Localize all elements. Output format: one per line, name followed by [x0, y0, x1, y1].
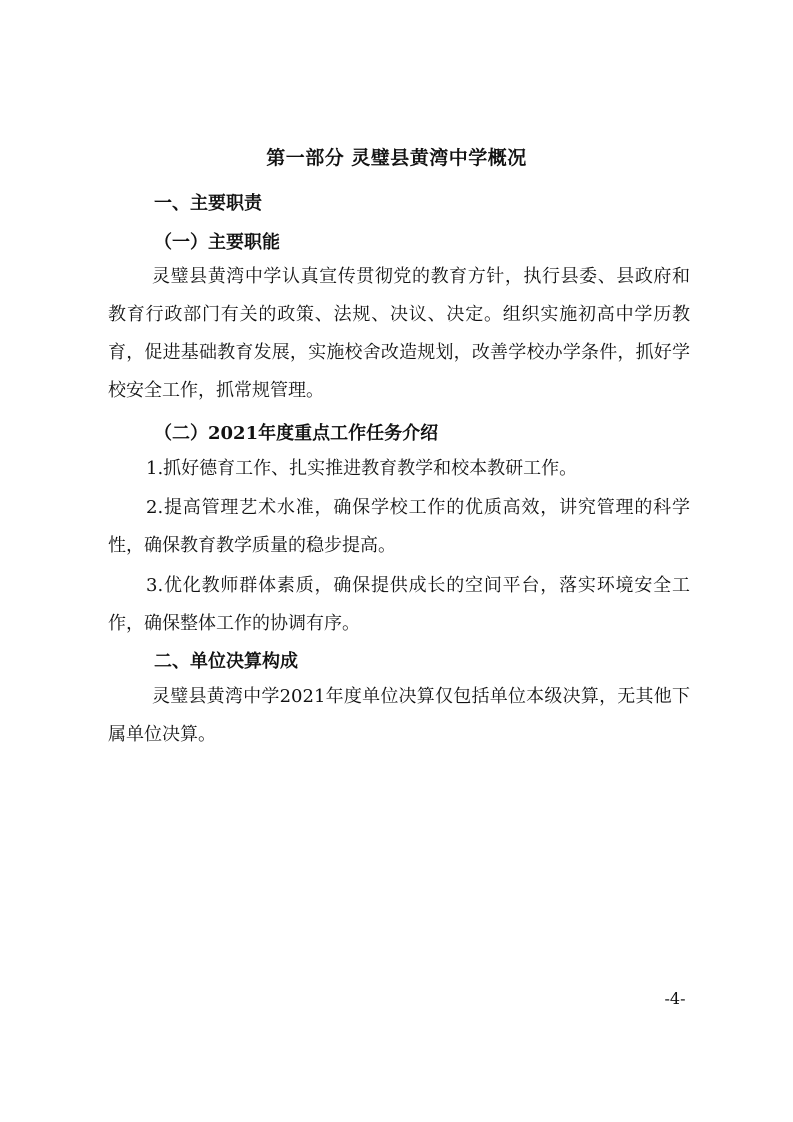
- page-number: -4-: [664, 989, 686, 1008]
- section-heading-main-duties: 一、主要职责: [154, 193, 262, 214]
- subheading-main-functions: （一）主要职能: [154, 232, 280, 253]
- task-item-2: 2.提高管理艺术水准，确保学校工作的优质高效，讲究管理的科学性，确保教育教学质量的稳步提高。: [108, 497, 690, 556]
- task-item-1: 1.抓好德育工作、扎实推进教育教学和校本教研工作。: [146, 458, 578, 479]
- paragraph-budget-composition: 灵璧县黄湾中学2021年度单位决算仅包括单位本级决算，无其他下属单位决算。: [108, 686, 690, 745]
- page-title: 第一部分 灵璧县黄湾中学概况: [266, 147, 527, 169]
- section-heading-budget-composition: 二、单位决算构成: [154, 651, 298, 672]
- subheading-key-tasks-2021: （二）2021年度重点工作任务介绍: [154, 423, 439, 444]
- task-item-3: 3.优化教师群体素质，确保提供成长的空间平台，落实环境安全工作，确保整体工作的协调有序。: [108, 575, 690, 634]
- paragraph-main-functions: 灵璧县黄湾中学认真宣传贯彻党的教育方针，执行县委、县政府和教育行政部门有关的政策、法规、决议、决定。组织实施初高中学历教育，促进基础教育发展，实施校舍改造规划，改善学校办学条件，抓好学校安全工作，抓常规管理。: [108, 266, 690, 401]
